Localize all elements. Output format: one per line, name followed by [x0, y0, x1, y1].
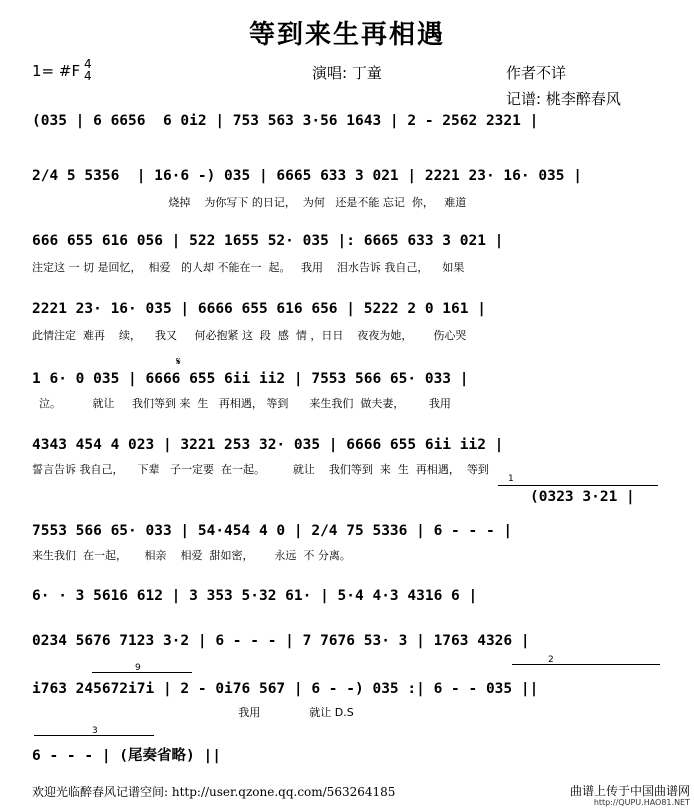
- time-signature: [84, 58, 92, 82]
- author: 作者不详: [506, 64, 567, 82]
- lyrics-line-2: 烧掉 为你写下 的日记， 为何 还是不能 忘记 你， 难道: [32, 196, 467, 209]
- singer: 演唱: 丁童: [312, 64, 382, 82]
- lyrics-line-4: 此情注定 难再 续， 我又 何必抱紧 这 段 感 情 ，日日 夜夜为她， 伤心哭: [32, 329, 467, 342]
- notation-line-2: 2/4 5 5356 | 16·6 -) 035 | 6665 633 3 021 | 2221 23· 16· 035 |: [32, 168, 582, 184]
- lyrics-line-5: 泣。 就让 我们等到 来 生 再相遇， 等到 来生我们 做夫妻， 我用: [32, 397, 451, 410]
- lyrics-line-7: 来生我们 在一起， 相亲 相爱 甜如密， 永远 不 分离。: [32, 549, 351, 562]
- notation-line-8: 6· · 3 5616 612 | 3 353 5·32 61· | 5·4 4·3 4316 6 |: [32, 588, 478, 604]
- notation-line-3: 666 655 616 056 | 522 1655 52· 035 |: 6665 633 3 021 |: [32, 233, 504, 249]
- key-signature: 1= #F: [32, 62, 81, 80]
- volta-3-label: 3: [92, 726, 98, 736]
- lyrics-line-10: 我用 就让 D.S: [32, 706, 354, 719]
- notation-line-6: 4343 454 4 023 | 3221 253 32· 035 | 6666 655 6ii ii2 |: [32, 437, 504, 453]
- tuplet-9-bracket: [92, 672, 192, 673]
- volta-2-label: 2: [548, 655, 554, 665]
- time-signature-top: 4: [84, 57, 92, 71]
- recorder: 记谱: 桃李醉春风: [506, 90, 621, 108]
- notation-line-7: 7553 566 65· 033 | 54·454 4 0 | 2/4 75 5336 | 6 - - - |: [32, 523, 513, 539]
- volta-1-label: 1: [508, 474, 514, 484]
- tuplet-9-label: 9: [135, 663, 141, 673]
- notation-line-10: i763 245672i7i | 2 - 0i76 567 | 6 - -) 035 :| 6 - - 035 ||: [32, 681, 539, 697]
- footer-right-url: http://QUPU.HAO81.NET: [593, 798, 690, 807]
- notation-line-11: 6 - - - | (尾奏省略) ||: [32, 748, 221, 764]
- lyrics-line-3: 注定这 一 切 是回忆， 相爱 的人却 不能在一 起。 我用 泪水告诉 我自己， 如果: [32, 261, 465, 274]
- song-title: 等到来生再相遇: [248, 20, 445, 50]
- notation-line-4: 2221 23· 16· 035 | 6666 655 616 656 | 5222 2 0 161 |: [32, 301, 486, 317]
- lyrics-line-6: 誓言告诉 我自己， 下辈 子一定要 在一起。 就让 我们等到 来 生 再相遇， 等到: [32, 463, 489, 476]
- segno-sign: 𝄋: [176, 355, 181, 368]
- volta-1-notes: (0323 3·21 |: [530, 489, 635, 505]
- volta-2-bracket: [512, 664, 660, 665]
- footer-right: [570, 785, 690, 809]
- time-signature-bottom: 4: [84, 69, 92, 83]
- notation-line-9: 0234 5676 7123 3·2 | 6 - - - | 7 7676 53· 3 | 1763 4326 |: [32, 633, 530, 649]
- footer-right-main: 曲谱上传于中国曲谱网: [569, 784, 690, 798]
- notation-line-5: 1 6· 0 035 | 6666 655 6ii ii2 | 7553 566 65· 033 |: [32, 371, 469, 387]
- footer-left-text: 欢迎光临醉春风记谱空间: http://user.qzone.qq.com/563264185: [32, 785, 396, 799]
- notation-line-1: (035 | 6 6656 6 0i2 | 753 563 3·56 1643 | 2 - 2562 2321 |: [32, 113, 539, 129]
